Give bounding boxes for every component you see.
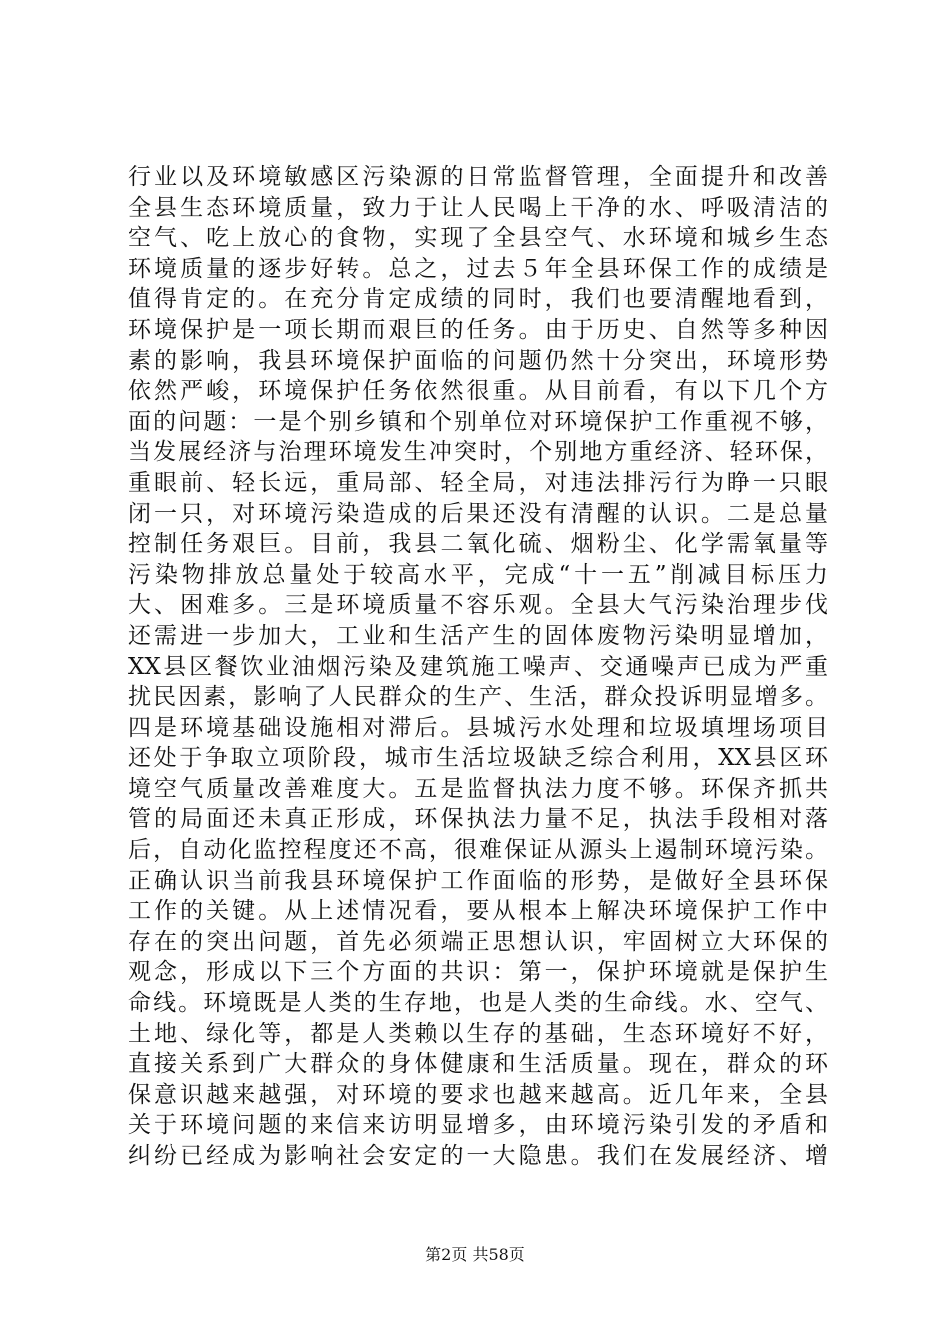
text-line: 当发展经济与治理环境发生冲突时，个别地方重经济、轻环保， [128, 439, 828, 466]
text-line: 行业以及环境敏感区污染源的日常监督管理，全面提升和改善 [128, 164, 828, 190]
text-line: 依然严峻，环境保护任务依然很重。从目前看，有以下几个方 [128, 378, 828, 405]
text-line: 大、困难多。三是环境质量不容乐观。全县大气污染治理步伐 [128, 592, 828, 619]
text-line: XX县区餐饮业油烟污染及建筑施工噪声、交通噪声已成为严重 [128, 653, 828, 680]
text-line: 命线。环境既是人类的生存地，也是人类的生命线。水、空气、 [128, 990, 828, 1017]
text-line: 存在的突出问题，首先必须端正思想认识，牢固树立大环保的 [128, 928, 828, 955]
text-line: 还需进一步加大，工业和生活产生的固体废物污染明显增加， [128, 622, 828, 649]
text-line: 重眼前、轻长远，重局部、轻全局，对违法排污行为睁一只眼 [128, 469, 828, 496]
text-line: 关于环境问题的来信来访明显增多，由环境污染引发的矛盾和 [128, 1112, 828, 1139]
text-line: 面的问题：一是个别乡镇和个别单位对环境保护工作重视不够， [128, 408, 828, 435]
text-line: 环境保护是一项长期而艰巨的任务。由于历史、自然等多种因 [128, 316, 828, 343]
text-line: 还处于争取立项阶段，城市生活垃圾缺乏综合利用，XX县区环 [128, 745, 828, 772]
text-line: 全县生态环境质量，致力于让人民喝上干净的水、呼吸清洁的 [128, 194, 828, 221]
text-line: 空气、吃上放心的食物，实现了全县空气、水环境和城乡生态 [128, 225, 828, 252]
text-line: 管的局面还未真正形成，环保执法力量不足，执法手段相对落 [128, 806, 828, 833]
text-line: 境空气质量改善难度大。五是监督执法力度不够。环保齐抓共 [128, 775, 828, 802]
text-line: 扰民因素，影响了人民群众的生产、生活，群众投诉明显增多。 [128, 684, 828, 711]
text-line: 控制任务艰巨。目前，我县二氧化硫、烟粉尘、化学需氧量等 [128, 531, 828, 558]
text-line: 环境质量的逐步好转。总之，过去５年全县环保工作的成绩是 [128, 255, 828, 282]
text-line: 纠纷已经成为影响社会安定的一大隐患。我们在发展经济、增 [128, 1143, 828, 1169]
text-line: 值得肯定的。在充分肯定成绩的同时，我们也要清醒地看到， [128, 286, 828, 313]
text-line: 观念，形成以下三个方面的共识：第一，保护环境就是保护生 [128, 959, 828, 986]
text-line: 工作的关键。从上述情况看，要从根本上解决环境保护工作中 [128, 898, 828, 925]
text-line: 污染物排放总量处于较高水平，完成“十一五”削减目标压力 [128, 561, 828, 588]
text-line: 闭一只，对环境污染造成的后果还没有清醒的认识。二是总量 [128, 500, 828, 527]
document-body [128, 162, 828, 1172]
text-line: 素的影响，我县环境保护面临的问题仍然十分突出，环境形势 [128, 347, 828, 374]
text-line: 正确认识当前我县环境保护工作面临的形势，是做好全县环保 [128, 867, 828, 894]
text-line: 直接关系到广大群众的身体健康和生活质量。现在，群众的环 [128, 1051, 828, 1078]
page-number-footer: 第2页 共58页 [425, 1245, 525, 1264]
text-line: 保意识越来越强，对环境的要求也越来越高。近几年来，全县 [128, 1081, 828, 1108]
text-line: 后，自动化监控程度还不高，很难保证从源头上遏制环境污染。 [128, 837, 828, 864]
text-line: 土地、绿化等，都是人类赖以生存的基础，生态环境好不好， [128, 1020, 828, 1047]
text-line: 四是环境基础设施相对滞后。县城污水处理和垃圾填埋场项目 [128, 714, 828, 741]
